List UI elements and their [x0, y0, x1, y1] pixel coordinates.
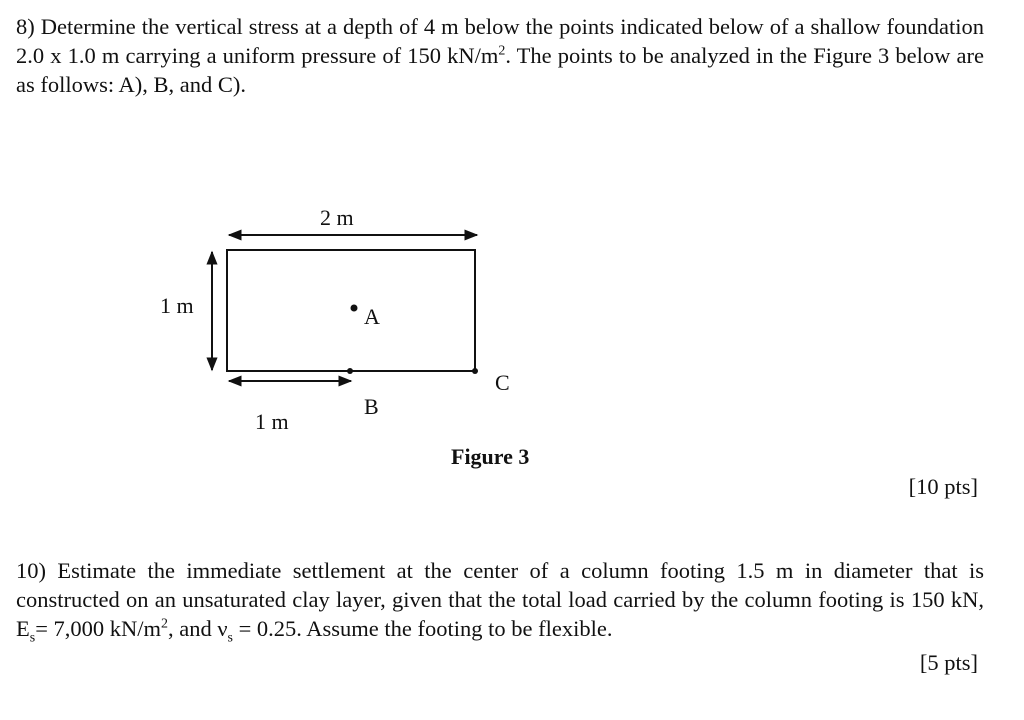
question-8-part2: . The points to be analyzed in the Figure 3 below are as follows: A), B, and C).: [16, 43, 985, 97]
question-10-part4: = 0.25. Assume the footing to be flexible.: [232, 616, 613, 641]
foundation-rectangle: [227, 250, 475, 371]
question-10-subscript-2: s: [227, 630, 233, 646]
question-10-part2: = 7,000 kN/m: [35, 616, 162, 641]
question-8-superscript: 2: [498, 43, 506, 59]
height-label: 1 m: [160, 293, 194, 318]
point-a-marker: [351, 305, 358, 312]
point-b-marker: [347, 368, 353, 374]
point-c-marker: [472, 368, 478, 374]
question-10-superscript: 2: [161, 616, 168, 632]
question-10-part3: , and ν: [167, 616, 228, 641]
bottom-label: 1 m: [255, 409, 289, 434]
question-10-points: [5 pts]: [919, 650, 978, 675]
point-c-label: C: [495, 370, 510, 395]
question-10-subscript-1: s: [29, 630, 36, 646]
question-10-part1: 10) Estimate the immediate settlement at the center of a column footing 1.5 m in diameter that is constructed on an unsaturated clay layer, given that the total load carried by the column footing is 150 kN, E: [16, 558, 984, 641]
width-label: 2 m: [320, 205, 354, 230]
figure-caption: Figure 3: [451, 444, 530, 469]
point-a-label: A: [364, 304, 380, 329]
question-10-text: [16, 556, 984, 646]
question-8-points: [10 pts]: [908, 474, 978, 499]
point-b-label: B: [364, 394, 379, 419]
question-8-part1: 8) Determine the vertical stress at a depth of 4 m below the points indicated below of a shallow foundation 2.0 x 1.0 m carrying a uniform pressure of 150 kN/m: [16, 14, 984, 68]
